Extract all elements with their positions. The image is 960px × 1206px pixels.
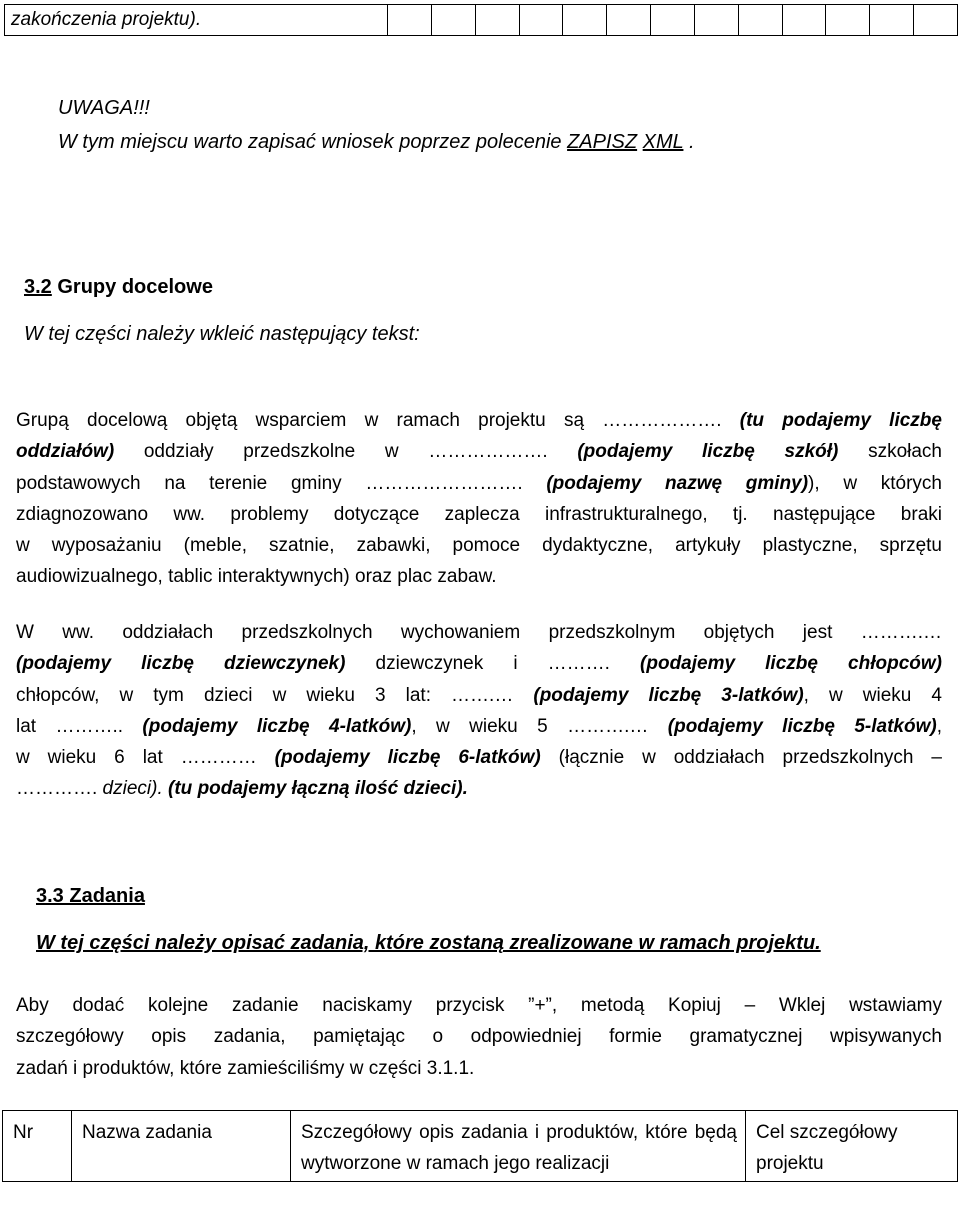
save-command-link: ZAPISZ: [567, 131, 638, 153]
table-header-nr: Nr: [3, 1111, 72, 1182]
paragraph-line: audiowizualnego, tablic interaktywnych) oraz plac zabaw.: [16, 566, 497, 588]
section-instruction: W tej części należy wkleić następujący tekst:: [24, 323, 420, 345]
top-table-cell: [694, 5, 738, 36]
section-heading-3-3: 3.3 Zadania: [36, 885, 145, 907]
top-table-cell: [563, 5, 607, 36]
top-table-cell: [519, 5, 563, 36]
paragraph-line: zdiagnozowano ww. problemy dotyczące zaplecza infrastrukturalnego, tj. następujące braki: [16, 503, 942, 525]
section-instruction: W tej części należy opisać zadania, które zostaną zrealizowane w ramach projektu.: [36, 932, 821, 954]
add-task-paragraph: [16, 990, 942, 1084]
table-header-objective: Cel szczegółowy projektu: [746, 1111, 958, 1182]
paragraph-line: w wieku 6 lat ………… (podajemy liczbę 6-latków) (łącznie w oddziałach przedszkolnych –: [16, 747, 942, 769]
top-table-cell: [431, 5, 475, 36]
warning-suffix: .: [683, 131, 695, 153]
table-header-task-name: Nazwa zadania: [72, 1111, 291, 1182]
paragraph-line: chłopców, w tym dzieci w wieku 3 lat: …….… (podajemy liczbę 3-latków), w wieku 4: [16, 684, 942, 706]
paragraph-line: podstawowych na terenie gminy ……………………. (podajemy nazwę gminy)), w których: [16, 472, 942, 494]
target-group-paragraph: [16, 405, 942, 593]
section-heading-3-2: [24, 276, 213, 299]
section-number: 3.2: [24, 276, 52, 298]
top-table-cell: [782, 5, 826, 36]
top-table-row: [4, 4, 958, 36]
warning-prefix: W tym miejscu warto zapisać wniosek poprzez polecenie: [58, 131, 568, 153]
paragraph-line: zadań i produktów, które zamieściliśmy w części 3.1.1.: [16, 1057, 475, 1079]
paragraph-line: (podajemy liczbę dziewczynek) dziewczynek i ………. (podajemy liczbę chłopców): [16, 653, 942, 675]
paragraph-line: szczegółowy opis zadania, pamiętając o odpowiedniej formie gramatycznej wpisywanych: [16, 1026, 942, 1048]
top-table-cell: [651, 5, 695, 36]
top-table-cell: [870, 5, 914, 36]
warning-text: [58, 131, 695, 154]
top-table-cell: [914, 5, 958, 36]
paragraph-line: …………. dzieci). (tu podajemy łączną ilość dzieci).: [16, 778, 468, 800]
paragraph-line: W ww. oddziałach przedszkolnych wychowaniem przedszkolnym objętych jest ……….…: [16, 622, 942, 643]
top-table-cell: [475, 5, 519, 36]
paragraph-line: Aby dodać kolejne zadanie naciskamy przycisk ”+”, metodą Kopiuj – Wklej wstawiamy: [16, 995, 942, 1016]
section-title: Grupy docelowe: [51, 276, 213, 298]
top-table-cell: [826, 5, 870, 36]
warning-title: UWAGA!!!: [58, 97, 150, 119]
children-count-paragraph: [16, 617, 942, 805]
paragraph-line: lat ……….. (podajemy liczbę 4-latków), w wieku 5 ……….… (podajemy liczbę 5-latków),: [16, 715, 942, 737]
top-table-cell-text: zakończenia projektu).: [5, 5, 388, 36]
xml-command-link: XML: [642, 131, 684, 153]
top-table-cell: [607, 5, 651, 36]
top-table-cell: [738, 5, 782, 36]
table-header-task-description: Szczegółowy opis zadania i produktów, które będą wytworzone w ramach jego realizacji: [291, 1111, 746, 1182]
top-table-cell: [388, 5, 432, 36]
paragraph-line: w wyposażaniu (meble, szatnie, zabawki, pomoce dydaktyczne, artykuły plastyczne, sprzętu: [16, 535, 942, 557]
task-table: [2, 1110, 958, 1182]
paragraph-line: oddziałów) oddziały przedszkolne w ………………. (podajemy liczbę szkół) szkołach: [16, 441, 942, 463]
paragraph-line: Grupą docelową objętą wsparciem w ramach projektu są ………………. (tu podajemy liczbę: [16, 410, 942, 431]
